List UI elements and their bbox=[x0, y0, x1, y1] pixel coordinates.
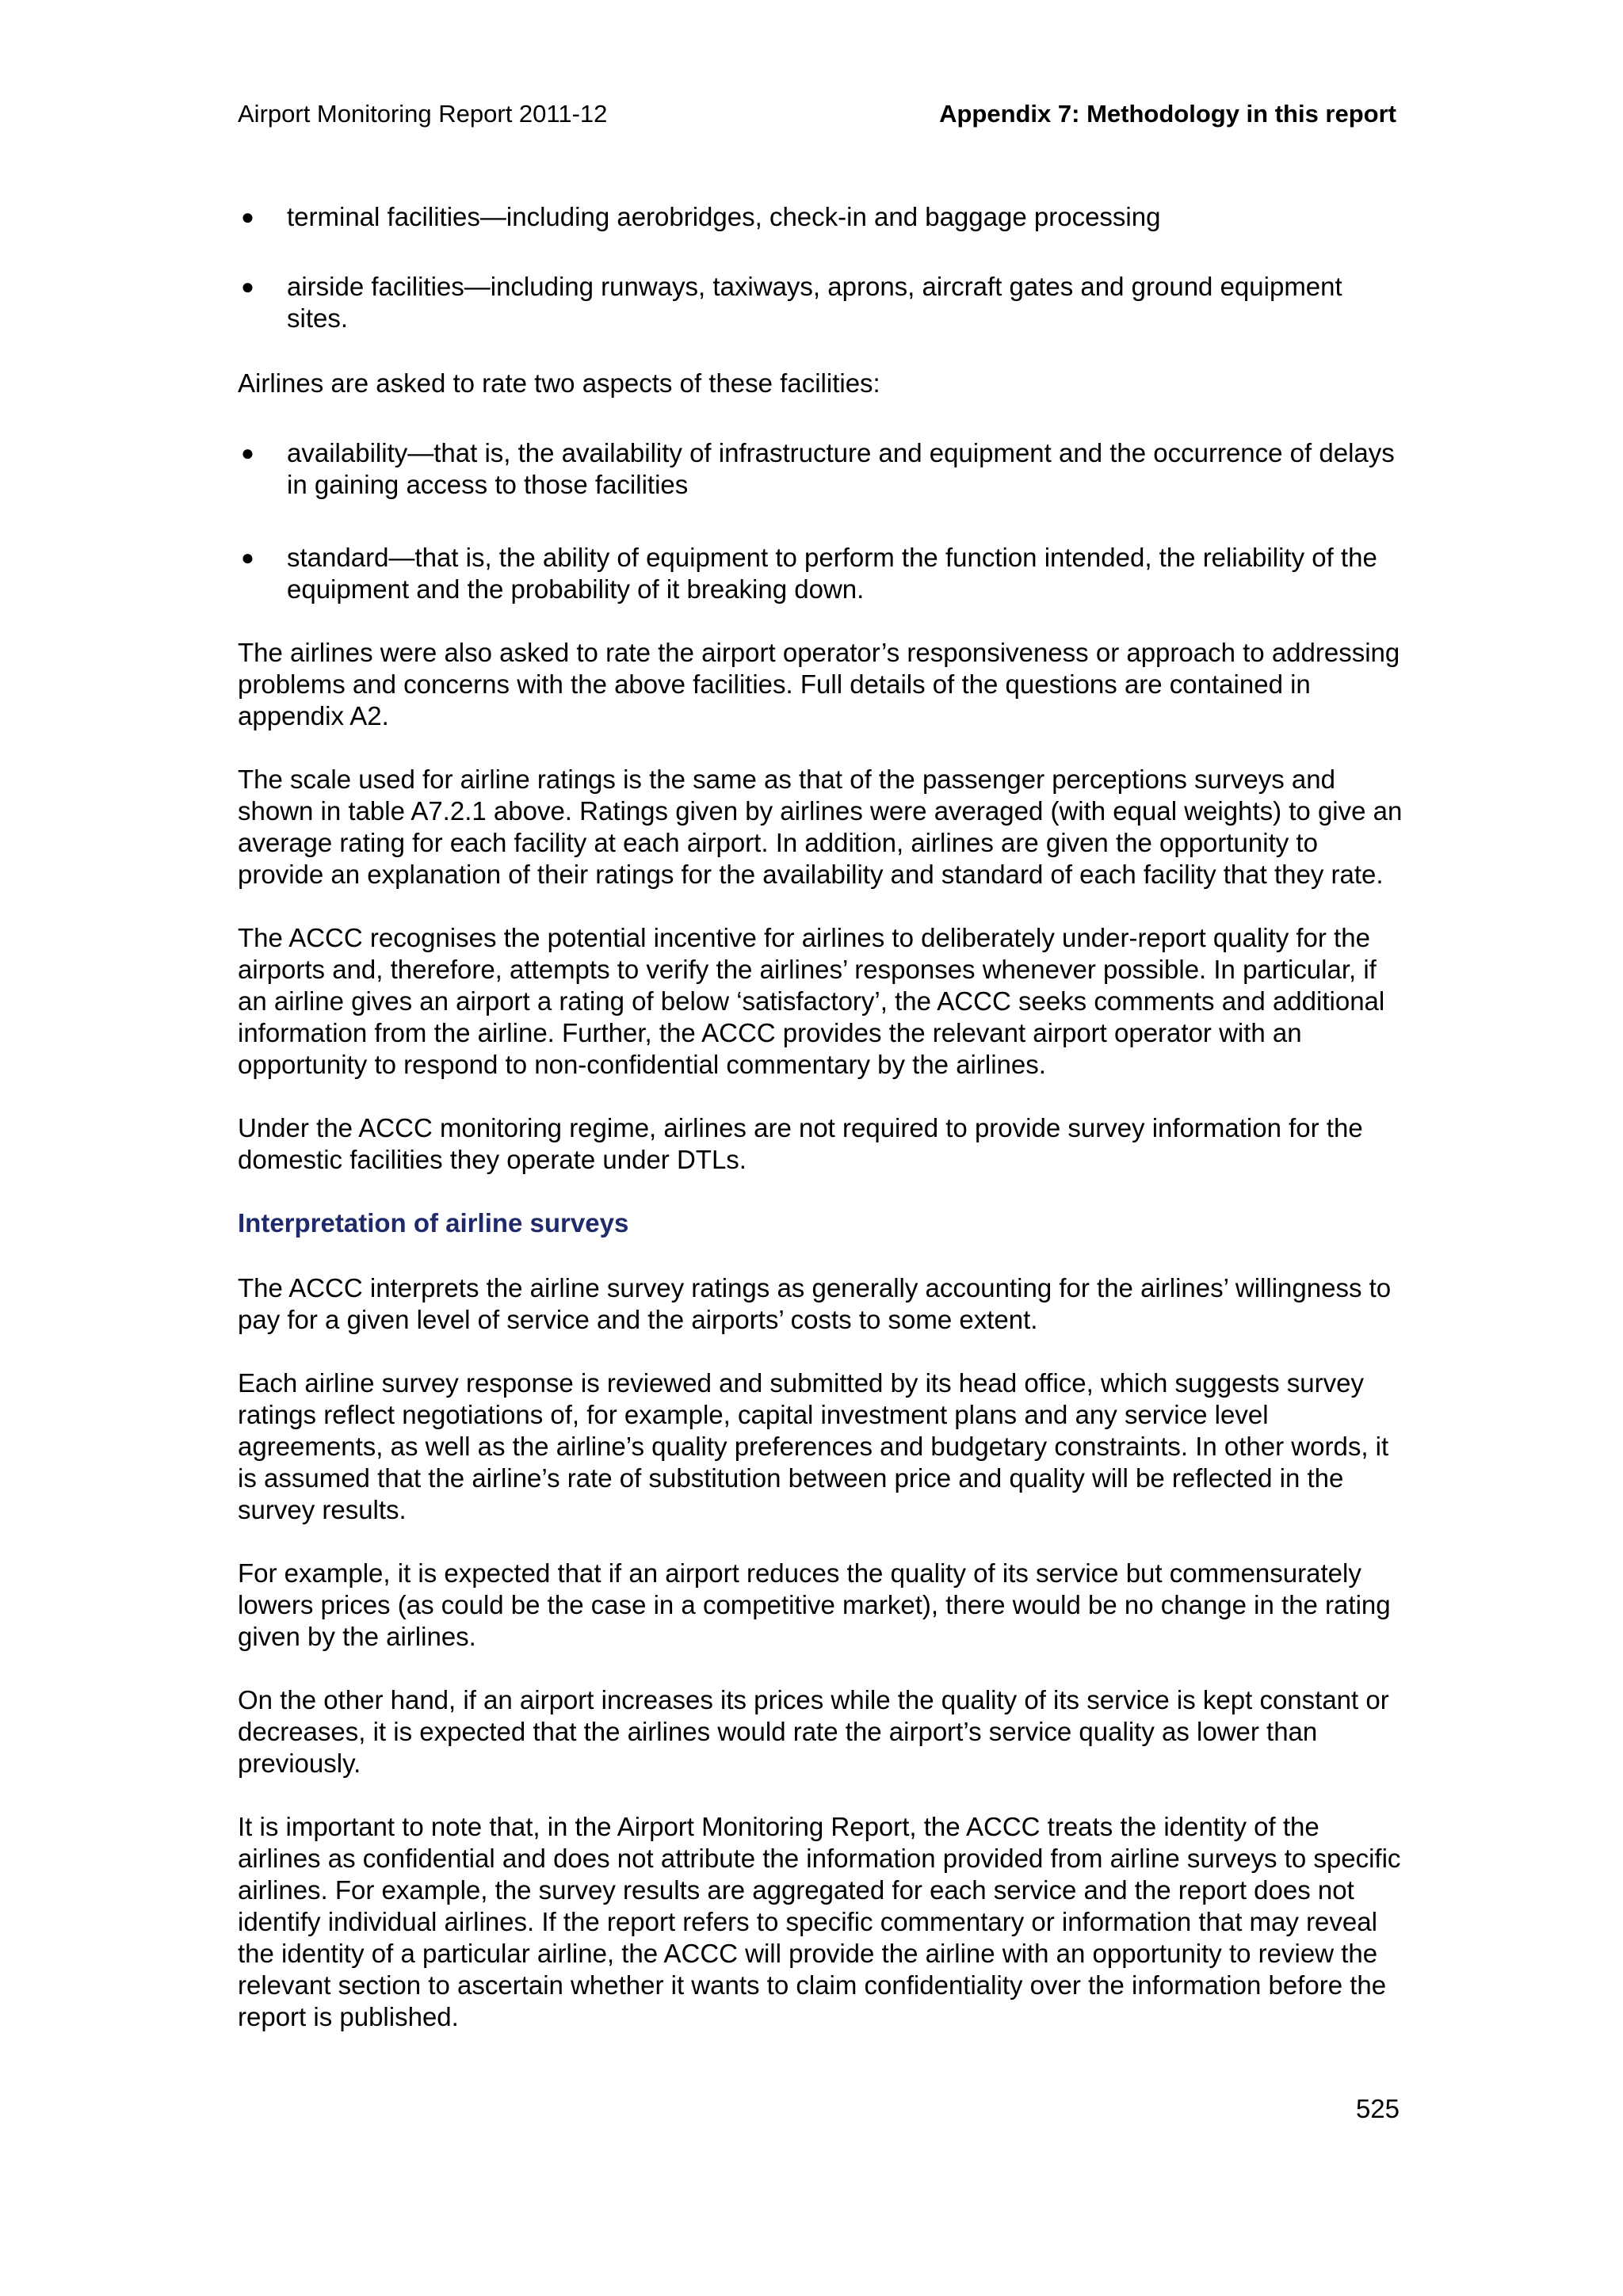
running-header bbox=[238, 98, 1396, 130]
facilities-bullet-list bbox=[238, 201, 1403, 334]
paragraph-rating-scale: The scale used for airline ratings is the same as that of the passenger perceptions surveys and shown in table A7.2.1 above. Ratings given by airlines were averaged (with equal weights) to give an average rating for each facility at each airport. In addition, airlines are given the opportunity to provide an explanation of their ratings for the availability and standard of each facility that they rate. bbox=[238, 765, 1403, 889]
paragraph-verification: The ACCC recognises the potential incentive for airlines to deliberately under-report quality for the airports and, therefore, attempts to verify the airlines’ responses whenever possible. In particular, if an airline gives an airport a rating of below ‘satisfactory’, the ACCC seeks comments and additional information from the airline. Further, the ACCC provides the relevant airport operator with an opportunity to respond to non-confidential commentary by the airlines. bbox=[238, 923, 1385, 1079]
bullet-icon: ● bbox=[241, 274, 254, 299]
bullet-text: availability—that is, the availability of infrastructure and equipment and the occurrence of delays in gaining access to those facilities bbox=[287, 438, 1395, 499]
paragraph-head-office: Each airline survey response is reviewed and submitted by its head office, which suggests survey ratings reflect negotiations of, for example, capital investment plans and any service level agreements, as well as the airline’s quality preferences and budgetary constraints. In other words, it is assumed that the airline’s rate of substitution between price and quality will be reflected in the survey results. bbox=[238, 1368, 1389, 1524]
bullet-text: standard—that is, the ability of equipment to perform the function intended, the reliability of the equipment and the probability of it breaking down. bbox=[287, 543, 1377, 604]
page-number: 525 bbox=[1355, 2094, 1400, 2123]
paragraph-monitoring-regime: Under the ACCC monitoring regime, airlines are not required to provide survey information for the domestic facilities they operate under DTLs. bbox=[238, 1113, 1363, 1174]
bullet-standard bbox=[238, 542, 1403, 605]
bullet-terminal-facilities bbox=[238, 201, 1403, 233]
section-title: Appendix 7: Methodology in this report bbox=[939, 100, 1396, 128]
paragraph-example-lower-quality: For example, it is expected that if an airport reduces the quality of its service but commensurately lowers prices (as could be the case in a competitive market), there would be no change in the rating given by the airlines. bbox=[238, 1558, 1391, 1651]
paragraph-responsiveness: The airlines were also asked to rate the airport operator’s responsiveness or approach to addressing problems and concerns with the above facilities. Full details of the questions are contained in appendix A2. bbox=[238, 638, 1400, 730]
bullet-icon: ● bbox=[241, 441, 254, 465]
bullet-icon: ● bbox=[241, 545, 254, 570]
bullet-availability bbox=[238, 437, 1403, 501]
bullet-text: terminal facilities—including aerobridges, check-in and baggage processing bbox=[287, 202, 1161, 231]
bullet-airside-facilities bbox=[238, 271, 1403, 334]
section-subheading: Interpretation of airline surveys bbox=[238, 1208, 629, 1238]
bullet-text: airside facilities—including runways, taxiways, aprons, aircraft gates and ground equipment sites. bbox=[287, 272, 1342, 333]
bullet-icon: ● bbox=[241, 204, 254, 229]
report-title: Airport Monitoring Report 2011-12 bbox=[238, 100, 608, 128]
body-content bbox=[238, 201, 1403, 2033]
paragraph-interpretation: The ACCC interprets the airline survey ratings as generally accounting for the airlines’ willingness to pay for a given level of service and the airports’ costs to some extent. bbox=[238, 1273, 1392, 1334]
paragraph-confidentiality: It is important to note that, in the Airport Monitoring Report, the ACCC treats the identity of the airlines as confidential and does not attribute the information provided from airline surveys to specific airlines. For example, the survey results are aggregated for each service and the report does not identify individual airlines. If the report refers to specific commentary or information that may reveal the identity of a particular airline, the ACCC will provide the airline with an opportunity to review the relevant section to ascertain whether it wants to claim confidentiality over the information before the report is published. bbox=[238, 1812, 1401, 2031]
paragraph-increase-prices: On the other hand, if an airport increases its prices while the quality of its service is kept constant or decreases, it is expected that the airlines would rate the airport’s service quality as lower than previously. bbox=[238, 1685, 1389, 1778]
paragraph-rate-aspects: Airlines are asked to rate two aspects of these facilities: bbox=[238, 368, 880, 398]
aspects-bullet-list bbox=[238, 437, 1403, 605]
